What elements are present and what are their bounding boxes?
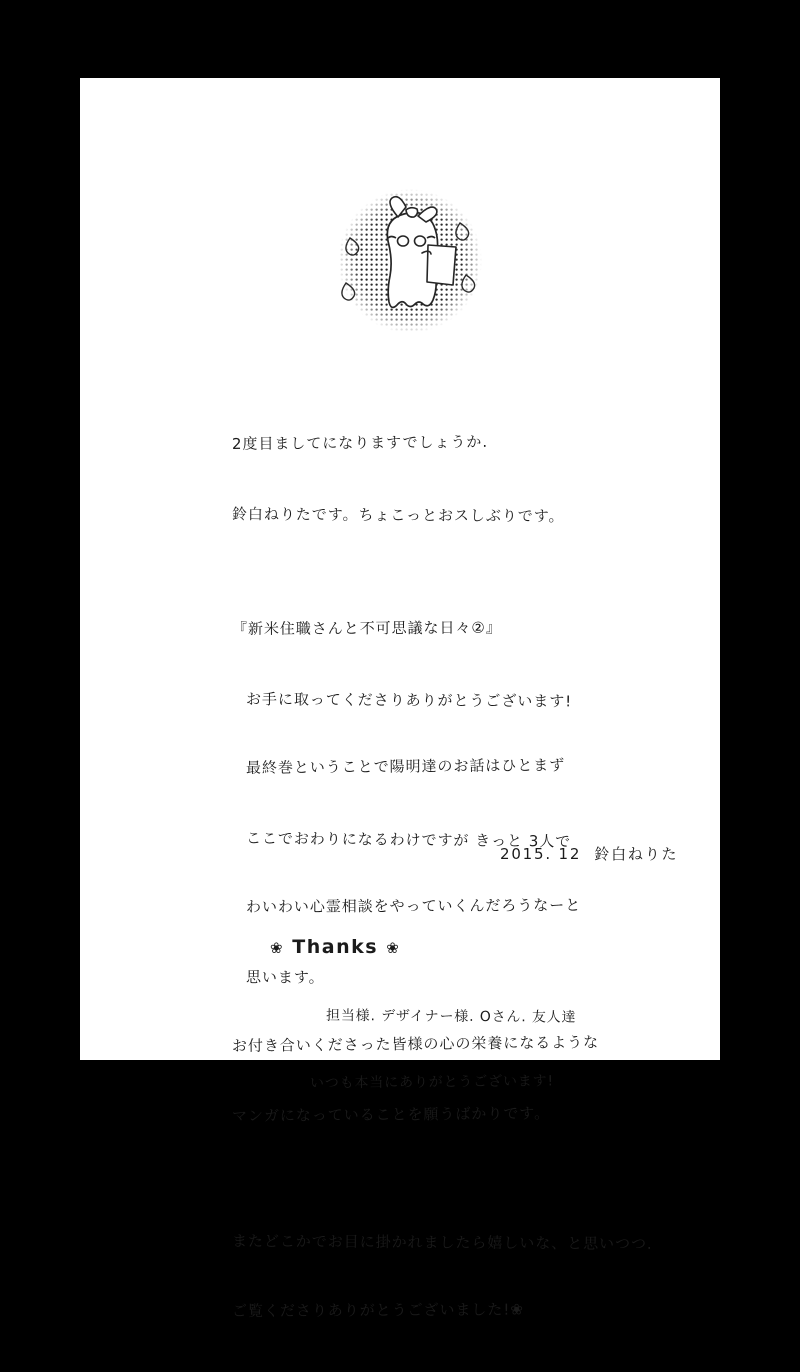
signature: 2015. 12 鈴白ねりた (500, 845, 679, 863)
ghost-character-illustration (310, 183, 510, 343)
thanks-credit-line: いつも本当にありがとうございます! (309, 1073, 554, 1092)
flower-icon-right: ❀ (386, 939, 401, 957)
thanks-title-label: Thanks (292, 936, 379, 958)
flower-icon-left: ❀ (270, 939, 285, 957)
letter-line: ここでおわりになるわけですが きっと 3人で (245, 828, 572, 851)
letter-line: 最終巻ということで陽明達のお話はひとまず (245, 756, 566, 777)
letter-line: 2度目ましてになりますでしょうか. (231, 432, 489, 453)
letter-body (232, 398, 692, 1372)
letter-line: わいわい心霊相談をやっていくんだろうなーと (245, 896, 582, 916)
paper-sheet-icon (427, 245, 456, 285)
paper-page (80, 78, 720, 1320)
thanks-block (270, 898, 690, 1141)
letter-line: お手に取ってくださりありがとうございます! (245, 689, 573, 710)
thanks-credit-line: 担当様. デザイナー様. Oさん. 友人達 (325, 1007, 577, 1026)
letter-line: 思います。 (245, 967, 325, 987)
letter-line: 鈴白ねりたです。ちょこっとおスしぶりです。 (231, 504, 565, 525)
letter-line: ご覧くださりありがとうございました!❀ (231, 1299, 524, 1320)
letter-line: マンガになっていることを願うばかりです。 (231, 1103, 551, 1125)
letter-line: お付き合いくださった皆様の心の栄養になるような (231, 1033, 600, 1055)
letter-line: またどこかでお目に掛かれましたら嬉しいな、と思いつつ. (231, 1232, 653, 1253)
thanks-title (270, 936, 690, 958)
letter-line-title: 『新米住職さんと不可思議な日々②』 (231, 618, 502, 638)
